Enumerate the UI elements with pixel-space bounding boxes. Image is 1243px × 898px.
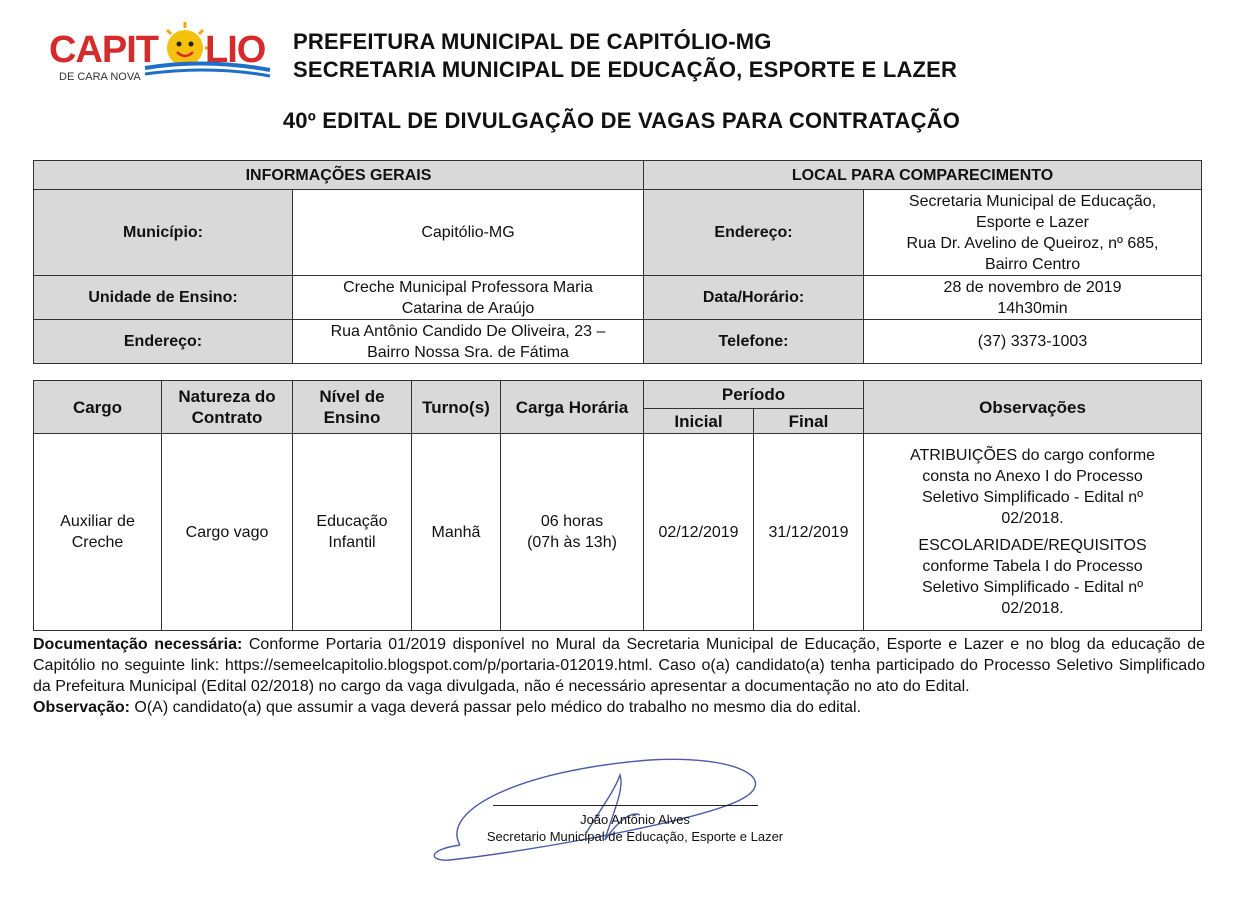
carga-line: 06 horas xyxy=(540,513,604,530)
obs-line: ATRIBUIÇÕES do cargo conforme xyxy=(909,447,1156,464)
endereco-local-label: Endereço: xyxy=(644,190,864,276)
col-carga: Carga Horária xyxy=(501,381,644,434)
cargo-line: Auxiliar de xyxy=(60,513,135,530)
vagas-table xyxy=(33,380,1202,631)
header-line-2: SECRETARIA MUNICIPAL DE EDUCAÇÃO, ESPORTE E LAZER xyxy=(293,57,958,82)
signature-name: João Antônio Alves xyxy=(580,812,690,827)
cell-nivel xyxy=(293,434,412,631)
cell-inicial: 02/12/2019 xyxy=(644,434,754,631)
obs-line: conforme Tabela I do Processo xyxy=(922,558,1143,575)
obs-line: 02/2018. xyxy=(1001,510,1064,527)
data-line: 28 de novembro de 2019 xyxy=(943,278,1122,296)
header-line-1: PREFEITURA MUNICIPAL DE CAPITÓLIO-MG xyxy=(293,29,772,54)
general-info-table xyxy=(33,160,1202,364)
endereco-local-line: Rua Dr. Avelino de Queiroz, nº 685, xyxy=(906,234,1159,252)
cell-natureza: Cargo vago xyxy=(162,434,293,631)
observacao-label: Observação: xyxy=(33,699,130,716)
cell-final: 31/12/2019 xyxy=(754,434,864,631)
obs-line: Seletivo Simplificado - Edital nº xyxy=(921,489,1144,506)
col-inicial: Inicial xyxy=(644,409,754,434)
documentacao-text: Conforme Portaria 01/2019 disponível no Mural da Secretaria Municipal de Educação, Esporte e Lazer e no blog da educação de Capitólio no seguinte link: https://semeelcapitolio.blogspot.com/p/portaria-012019.html. Caso o(a) candidato(a) tenha participado do Processo Seletivo Simplificado da Prefeitura Municipal (Edital 02/2018) no cargo da vaga divulgada, não é necessário apresentar a documentação no ato do Edital. xyxy=(33,636,1205,695)
data-horario-label: Data/Horário: xyxy=(644,276,864,320)
endereco-line: Bairro Nossa Sra. de Fátima xyxy=(367,343,569,361)
endereco-local-line: Bairro Centro xyxy=(984,255,1081,273)
endereco-local-line: Secretaria Municipal de Educação, xyxy=(908,192,1157,210)
data-horario-value xyxy=(864,276,1202,320)
municipio-label: Município: xyxy=(34,190,293,276)
observacao-paragraph xyxy=(33,697,1205,718)
documentacao-label: Documentação necessária: xyxy=(33,636,243,653)
table-row xyxy=(34,434,1202,631)
obs-escolaridade xyxy=(870,535,1195,619)
cell-cargo xyxy=(34,434,162,631)
col-final: Final xyxy=(754,409,864,434)
horario-line: 14h30min xyxy=(997,299,1068,317)
municipio-value: Capitólio-MG xyxy=(293,190,644,276)
cell-observacoes xyxy=(864,434,1202,631)
svg-text:CAPIT: CAPIT xyxy=(49,29,158,71)
header-title xyxy=(293,28,957,84)
col-observacoes: Observações xyxy=(864,381,1202,434)
endereco-value xyxy=(293,320,644,364)
svg-text:DE CARA NOVA: DE CARA NOVA xyxy=(59,71,141,83)
endereco-local-line: Esporte e Lazer xyxy=(976,213,1089,231)
obs-atribuicoes xyxy=(870,445,1195,529)
cell-turno: Manhã xyxy=(412,434,501,631)
svg-text:LIO: LIO xyxy=(205,29,266,71)
col-nivel-line: Ensino xyxy=(323,408,381,427)
obs-line: consta no Anexo I do Processo xyxy=(922,468,1143,485)
notes-section xyxy=(33,634,1205,718)
col-natureza-line: Natureza do xyxy=(178,387,276,406)
page-header xyxy=(45,18,1225,93)
edital-title: 40º EDITAL DE DIVULGAÇÃO DE VAGAS PARA CONTRATAÇÃO xyxy=(282,108,961,133)
endereco-line: Rua Antônio Candido De Oliveira, 23 – xyxy=(330,322,606,340)
cell-carga xyxy=(501,434,644,631)
telefone-value: (37) 3373-1003 xyxy=(864,320,1202,364)
cargo-line: Creche xyxy=(71,534,124,551)
col-natureza-line: Contrato xyxy=(191,408,263,427)
obs-line: 02/2018. xyxy=(1001,600,1064,617)
observacao-text: O(A) candidato(a) que assumir a vaga deverá passar pelo médico do trabalho no mesmo dia do edital. xyxy=(129,699,862,716)
col-nivel xyxy=(293,381,412,434)
col-cargo: Cargo xyxy=(34,381,162,434)
unidade-value xyxy=(293,276,644,320)
unidade-label: Unidade de Ensino: xyxy=(34,276,293,320)
col-turno: Turno(s) xyxy=(412,381,501,434)
unidade-line: Creche Municipal Professora Maria xyxy=(343,278,593,296)
capitolio-logo xyxy=(45,18,285,90)
header-local-comparecimento: LOCAL PARA COMPARECIMENTO xyxy=(644,161,1202,190)
col-nivel-line: Nível de xyxy=(319,387,385,406)
header-informacoes-gerais: INFORMAÇÕES GERAIS xyxy=(34,161,644,190)
documentacao-paragraph xyxy=(33,634,1205,697)
obs-line: Seletivo Simplificado - Edital nº xyxy=(921,579,1144,596)
signature-line xyxy=(493,805,758,806)
endereco-label: Endereço: xyxy=(34,320,293,364)
telefone-label: Telefone: xyxy=(644,320,864,364)
obs-line: ESCOLARIDADE/REQUISITOS xyxy=(918,537,1147,554)
unidade-line: Catarina de Araújo xyxy=(401,299,535,317)
signature-role: Secretario Municipal de Educação, Esporte e Lazer xyxy=(486,829,784,844)
endereco-local-value xyxy=(864,190,1202,276)
carga-line: (07h às 13h) xyxy=(527,534,617,551)
nivel-line: Infantil xyxy=(328,534,376,551)
nivel-line: Educação xyxy=(316,513,388,530)
col-natureza xyxy=(162,381,293,434)
col-periodo: Período xyxy=(644,381,864,409)
signature-block xyxy=(420,750,820,880)
